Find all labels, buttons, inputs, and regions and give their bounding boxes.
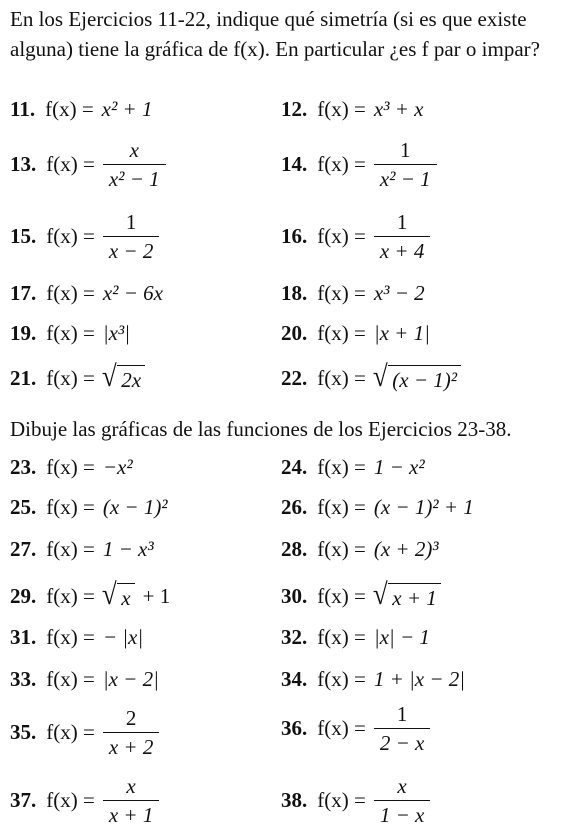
- expression: − |x|: [102, 624, 144, 649]
- function-label: f(x) =: [46, 454, 95, 479]
- expression: −x²: [102, 454, 133, 479]
- denominator: x + 4: [374, 236, 431, 263]
- numerator: 1: [396, 701, 408, 726]
- exercise-23: [10, 452, 133, 482]
- exercise-number: 14.: [281, 151, 308, 176]
- denominator: x + 1: [103, 800, 160, 827]
- denominator: 1 − x: [374, 800, 431, 827]
- fraction: [374, 702, 431, 755]
- function-label: f(x) =: [46, 624, 95, 649]
- fraction: [103, 138, 166, 191]
- function-label: f(x) =: [317, 454, 366, 479]
- exercise-number: 26.: [281, 494, 308, 519]
- expression: (x − 1)² + 1: [373, 494, 474, 519]
- function-label: f(x) =: [317, 320, 366, 345]
- denominator: x + 2: [103, 732, 160, 759]
- fraction: [103, 706, 160, 759]
- exercise-number: 35.: [10, 719, 37, 744]
- expression: 1 − x³: [102, 536, 154, 561]
- denominator: x² − 1: [374, 164, 437, 191]
- expression: x³ + x: [373, 96, 424, 121]
- exercise-20: [281, 318, 430, 348]
- function-label: f(x) =: [46, 280, 95, 305]
- exercise-number: 27.: [10, 536, 37, 561]
- exercise-number: 33.: [10, 666, 37, 691]
- exercise-number: 25.: [10, 494, 37, 519]
- exercise-number: 13.: [10, 151, 37, 176]
- function-label: f(x) =: [317, 715, 366, 740]
- exercise-number: 32.: [281, 624, 308, 649]
- fraction: [374, 138, 437, 191]
- function-label: f(x) =: [46, 365, 95, 390]
- function-label: f(x) =: [46, 494, 95, 519]
- function-label: f(x) =: [317, 666, 366, 691]
- expression: x² − 6x: [102, 280, 163, 305]
- expression: |x³|: [102, 320, 130, 345]
- expression: x² + 1: [101, 96, 153, 121]
- radicand: x: [117, 583, 134, 612]
- exercise-number: 37.: [10, 787, 37, 812]
- function-label: f(x) =: [46, 151, 95, 176]
- numerator: 1: [399, 137, 411, 162]
- denominator: x − 2: [103, 236, 160, 263]
- exercise-number: 38.: [281, 787, 308, 812]
- exercise-21: [10, 360, 145, 396]
- exercise-29: [10, 578, 170, 614]
- function-label: f(x) =: [317, 280, 366, 305]
- radical-sign: √: [101, 578, 117, 611]
- exercise-number: 23.: [10, 454, 37, 479]
- exercise-30: [281, 578, 441, 614]
- numerator: 2: [125, 705, 137, 730]
- exercise-27: [10, 534, 154, 564]
- exercise-number: 31.: [10, 624, 37, 649]
- fraction: [103, 210, 160, 263]
- square-root: [101, 580, 135, 612]
- expression: (x + 2)³: [373, 536, 439, 561]
- function-label: f(x) =: [317, 787, 366, 812]
- exercise-12: [281, 94, 423, 124]
- numerator: x: [397, 773, 407, 798]
- function-label: f(x) =: [317, 365, 366, 390]
- exercise-number: 16.: [281, 223, 308, 248]
- exercise-number: 11.: [10, 96, 36, 121]
- expression-tail: + 1: [142, 583, 171, 608]
- function-label: f(x) =: [46, 583, 95, 608]
- exercise-number: 30.: [281, 583, 308, 608]
- exercise-number: 19.: [10, 320, 37, 345]
- function-label: f(x) =: [317, 96, 366, 121]
- radicand: x + 1: [388, 583, 441, 612]
- expression: 1 − x²: [373, 454, 425, 479]
- radical-sign: √: [372, 578, 388, 611]
- numerator: 1: [396, 209, 408, 234]
- exercise-number: 20.: [281, 320, 308, 345]
- square-root: [372, 580, 441, 612]
- exercise-number: 17.: [10, 280, 37, 305]
- exercise-19: [10, 318, 130, 348]
- function-label: f(x) =: [46, 223, 95, 248]
- exercise-32: [281, 622, 430, 652]
- exercise-number: 24.: [281, 454, 308, 479]
- exercise-number: 34.: [281, 666, 308, 691]
- function-label: f(x) =: [317, 151, 366, 176]
- exercise-17: [10, 278, 163, 308]
- exercise-number: 22.: [281, 365, 308, 390]
- function-label: f(x) =: [46, 320, 95, 345]
- numerator: x: [129, 137, 139, 162]
- exercise-15: [10, 208, 159, 264]
- radical-sign: √: [372, 360, 388, 393]
- exercise-18: [281, 278, 425, 308]
- expression: |x| − 1: [373, 624, 430, 649]
- exercise-34: [281, 664, 465, 694]
- fraction: [374, 210, 431, 263]
- denominator: 2 − x: [374, 728, 431, 755]
- exercise-33: [10, 664, 159, 694]
- exercise-number: 29.: [10, 583, 37, 608]
- function-label: f(x) =: [46, 719, 95, 744]
- exercise-22: [281, 360, 461, 396]
- exercise-number: 36.: [281, 715, 308, 740]
- exercise-38: [281, 772, 430, 828]
- exercise-number: 15.: [10, 223, 37, 248]
- exercise-number: 21.: [10, 365, 37, 390]
- expression: |x + 1|: [373, 320, 430, 345]
- exercise-31: [10, 622, 143, 652]
- exercise-number: 12.: [281, 96, 308, 121]
- exercise-number: 28.: [281, 536, 308, 561]
- function-label: f(x) =: [45, 96, 94, 121]
- function-label: f(x) =: [317, 536, 366, 561]
- exercise-24: [281, 452, 425, 482]
- function-label: f(x) =: [317, 583, 366, 608]
- denominator: x² − 1: [103, 164, 166, 191]
- function-label: f(x) =: [317, 494, 366, 519]
- exercise-37: [10, 772, 159, 828]
- radicand: (x − 1)²: [388, 365, 461, 394]
- numerator: x: [126, 773, 136, 798]
- function-label: f(x) =: [46, 787, 95, 812]
- exercise-25: [10, 492, 168, 522]
- exercise-number: 18.: [281, 280, 308, 305]
- square-root: [372, 362, 461, 394]
- numerator: 1: [125, 209, 137, 234]
- expression: (x − 1)²: [102, 494, 168, 519]
- function-label: f(x) =: [46, 666, 95, 691]
- exercise-35: [10, 704, 159, 760]
- expression: |x − 2|: [102, 666, 159, 691]
- exercise-16: [281, 208, 430, 264]
- function-label: f(x) =: [46, 536, 95, 561]
- square-root: [101, 362, 145, 394]
- expression: x³ − 2: [373, 280, 425, 305]
- exercise-11: [10, 94, 152, 124]
- radicand: 2x: [117, 365, 145, 394]
- function-label: f(x) =: [317, 223, 366, 248]
- fraction: [374, 774, 431, 827]
- expression: 1 + |x − 2|: [373, 666, 466, 691]
- instructions-11-22: En los Ejercicios 11-22, indique qué simetría (si es que existe alguna) tiene la gráfica de f(x). En particular ¿es f par o impar?: [10, 7, 540, 61]
- exercise-14: [281, 136, 437, 192]
- instructions-23-38: Dibuje las gráficas de las funciones de los Ejercicios 23-38.: [10, 417, 512, 441]
- exercise-36: [281, 700, 430, 756]
- exercise-26: [281, 492, 474, 522]
- exercise-13: [10, 136, 166, 192]
- function-label: f(x) =: [317, 624, 366, 649]
- exercise-28: [281, 534, 439, 564]
- radical-sign: √: [101, 360, 117, 393]
- fraction: [103, 774, 160, 827]
